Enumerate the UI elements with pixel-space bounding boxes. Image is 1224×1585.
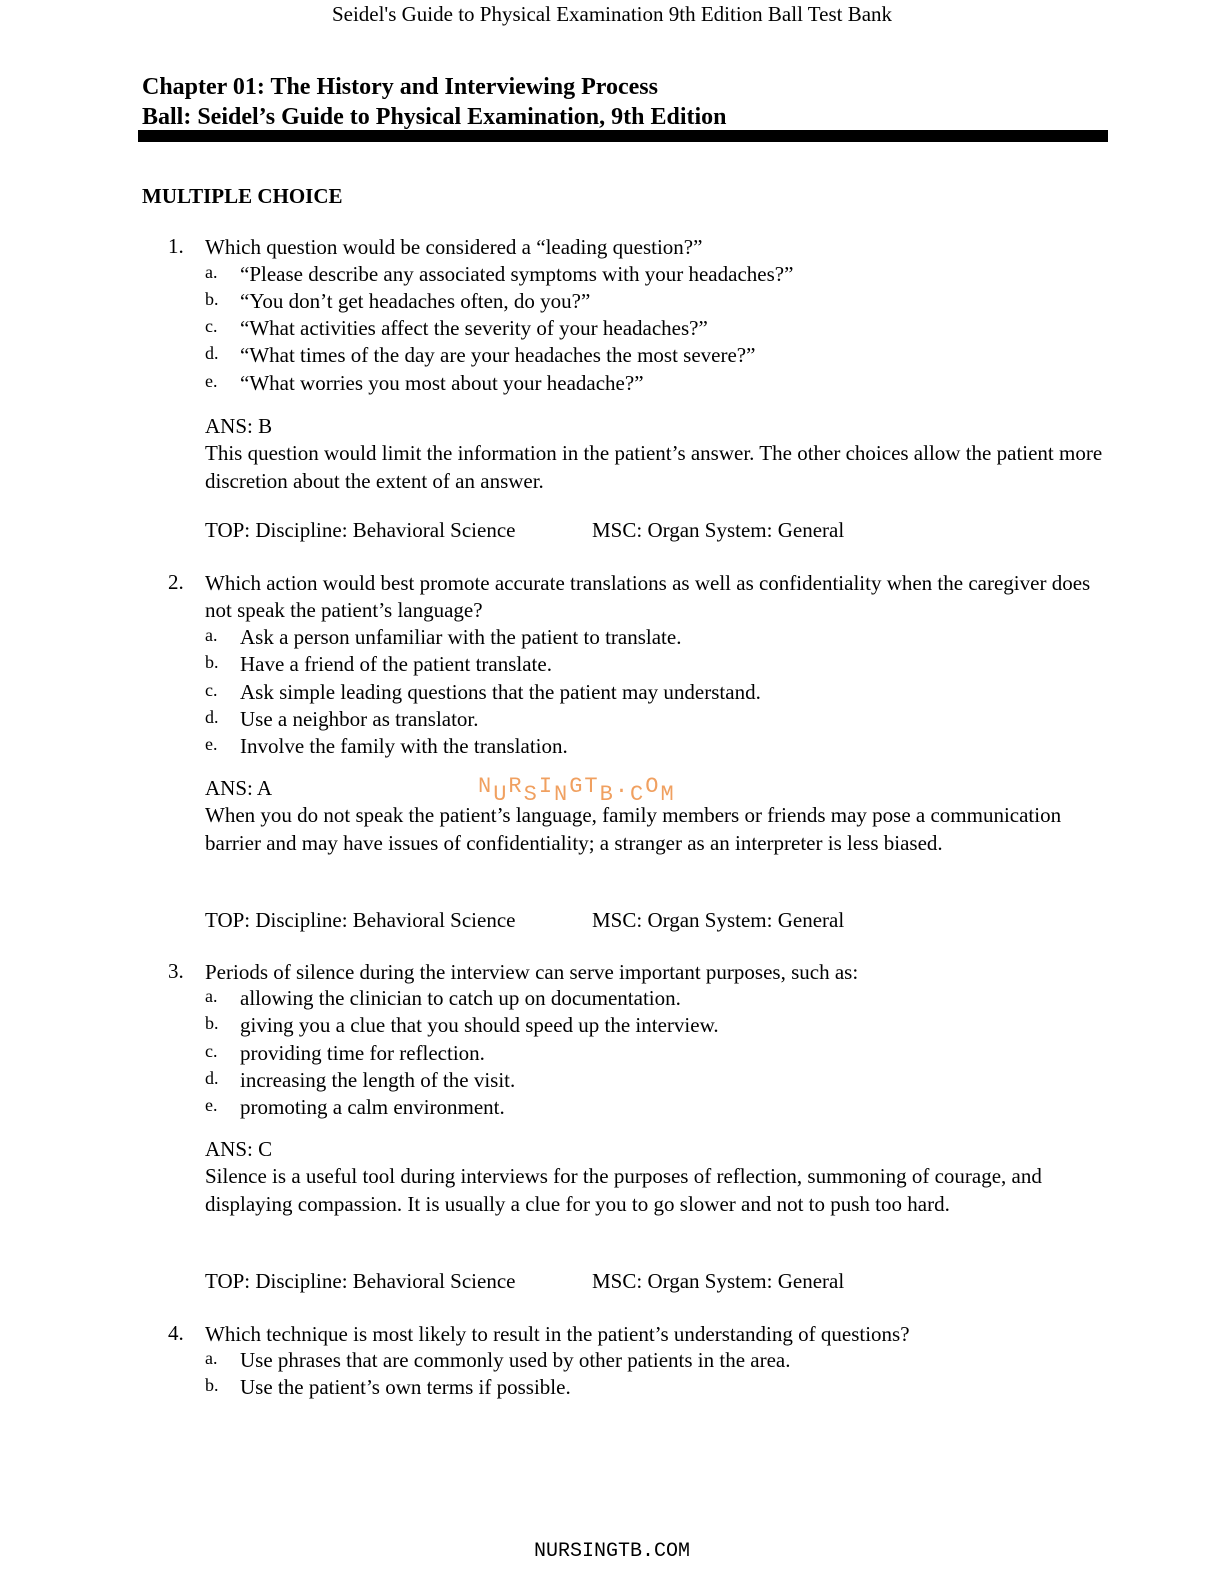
choice-text: Use the patient’s own terms if possible. [240,1375,571,1399]
answer: ANS: B [205,414,273,438]
choice-e [205,371,1105,398]
page-footer: NURSINGTB.COM [533,1540,691,1563]
choice-e [205,1095,1105,1122]
choice-a [205,986,1105,1013]
choice-letter: a. [205,625,218,645]
question-stem: Which question would be considered a “leading question?” [205,235,703,259]
choice-letter: c. [205,1041,218,1061]
choice-text: increasing the length of the visit. [240,1068,516,1092]
msc-label: MSC: Organ System: General [592,908,845,932]
choice-letter: d. [205,707,219,727]
choice-b [205,652,1105,679]
chapter-title: Chapter 01: The History and Interviewing Process [142,74,658,100]
choice-d [205,707,1105,734]
msc-label: MSC: Organ System: General [592,1269,845,1293]
question-number: 1. [168,234,184,258]
choice-text: “Please describe any associated symptoms with your headaches?” [240,262,794,286]
choice-a [205,1348,1105,1375]
choice-text: “What activities affect the severity of your headaches?” [240,316,708,340]
question-number: 3. [168,959,184,983]
choice-letter: b. [205,1013,219,1033]
rationale: Silence is a useful tool during interviews for the purposes of reflection, summoning of courage, and displaying compassion. It is usually a clue for you to go slower and not to push too hard. [205,1164,1042,1216]
book-title: Ball: Seidel’s Guide to Physical Examination, 9th Edition [142,104,727,130]
choice-text: “What times of the day are your headaches the most severe?” [240,343,756,367]
choice-letter: c. [205,316,218,336]
section-heading: MULTIPLE CHOICE [142,184,343,208]
choice-letter: c. [205,680,218,700]
choice-text: Involve the family with the translation. [240,734,568,758]
choice-letter: e. [205,371,218,391]
choice-letter: e. [205,1095,218,1115]
question-number: 2. [168,570,184,594]
choice-text: “What worries you most about your headache?” [240,371,644,395]
choice-letter: a. [205,986,218,1006]
choice-text: promoting a calm environment. [240,1095,505,1119]
choice-b [205,289,1105,316]
choice-letter: d. [205,1068,219,1088]
choice-letter: e. [205,734,218,754]
question-stem: Which technique is most likely to result in the patient’s understanding of questions? [205,1322,910,1346]
rationale: This question would limit the information in the patient’s answer. The other choices allow the patient more discretion about the extent of an answer. [205,441,1103,493]
choice-letter: b. [205,652,219,672]
choice-b [205,1013,1105,1040]
question-number: 4. [168,1321,184,1345]
choice-text: giving you a clue that you should speed up the interview. [240,1013,719,1037]
choice-text: Ask simple leading questions that the patient may understand. [240,680,761,704]
choice-letter: a. [205,1348,218,1368]
heading-rule [138,130,1108,142]
choice-text: Have a friend of the patient translate. [240,652,552,676]
choice-text: providing time for reflection. [240,1041,485,1065]
choice-text: Use phrases that are commonly used by other patients in the area. [240,1348,791,1372]
choice-a [205,262,1105,289]
choice-c [205,316,1105,343]
choice-e [205,734,1105,761]
topic-label: TOP: Discipline: Behavioral Science [205,908,516,932]
choice-letter: a. [205,262,218,282]
watermark: NURSINGTB.COM [478,774,676,807]
choice-text: allowing the clinician to catch up on documentation. [240,986,681,1010]
choice-text: “You don’t get headaches often, do you?” [240,289,591,313]
running-header: Seidel's Guide to Physical Examination 9th Edition Ball Test Bank [331,2,893,26]
choice-d [205,1068,1105,1095]
choice-text: Ask a person unfamiliar with the patient to translate. [240,625,682,649]
choice-c [205,1041,1105,1068]
question-stem: Which action would best promote accurate translations as well as confidentiality when the caregiver does not speak the patient’s language? [205,571,1091,622]
msc-label: MSC: Organ System: General [592,518,845,542]
chapter-heading [142,72,727,132]
choice-a [205,625,1105,652]
choice-letter: b. [205,289,219,309]
answer: ANS: A [205,776,273,800]
topic-label: TOP: Discipline: Behavioral Science [205,518,516,542]
question-stem: Periods of silence during the interview can serve important purposes, such as: [205,960,859,984]
choice-d [205,343,1105,370]
topic-label: TOP: Discipline: Behavioral Science [205,1269,516,1293]
choice-b [205,1375,1105,1402]
answer: ANS: C [205,1137,273,1161]
choice-letter: b. [205,1375,219,1395]
choice-text: Use a neighbor as translator. [240,707,479,731]
choice-letter: d. [205,343,219,363]
rationale: When you do not speak the patient’s language, family members or friends may pose a communication barrier and may have issues of confidentiality; a stranger as an interpreter is less biased. [205,803,1062,855]
choice-c [205,680,1105,707]
